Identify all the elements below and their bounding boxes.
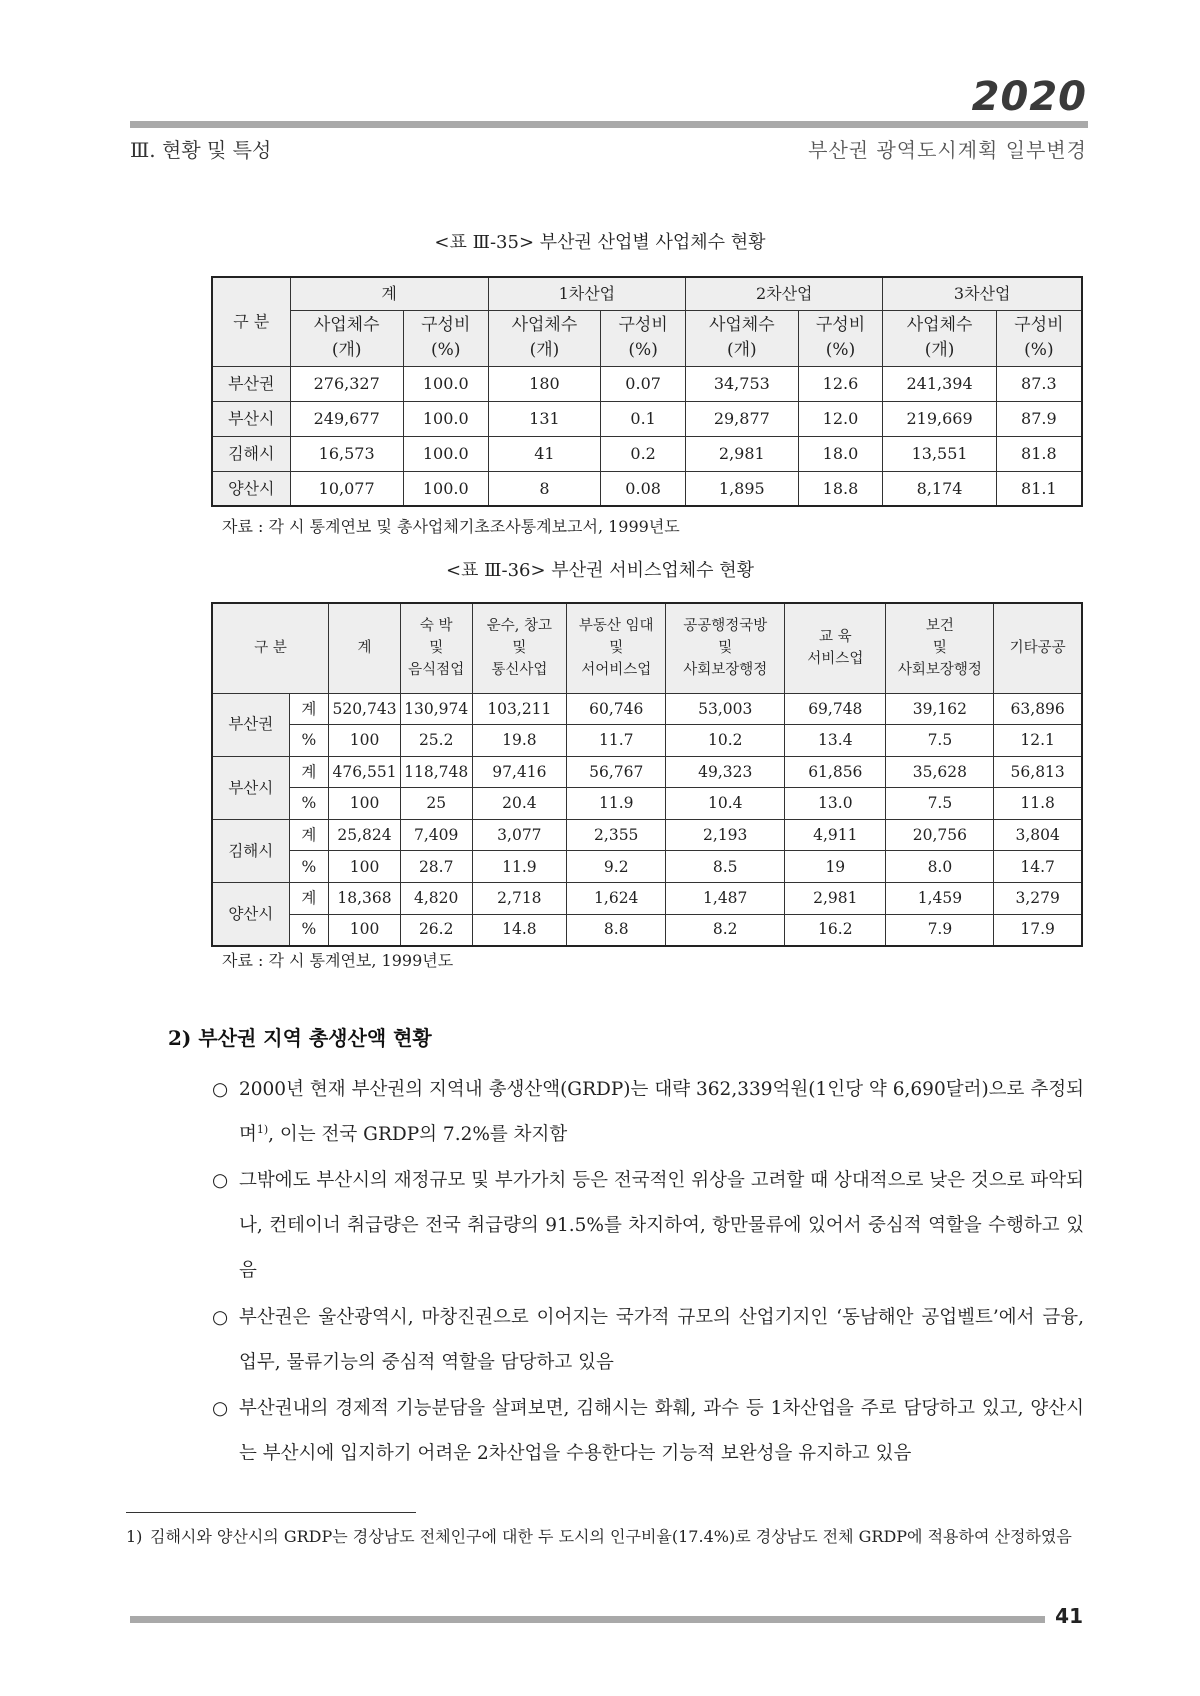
table-cell: 3,804 [994, 819, 1082, 851]
table2-column-header: 공공행정국방 및 사회보장행정 [666, 603, 785, 693]
table1-sub-header: 구성비 (%) [403, 310, 488, 366]
footnote-rule [126, 1512, 416, 1513]
table-row [212, 725, 1082, 757]
table-cell: 18.0 [798, 436, 883, 471]
table-cell: 10.4 [666, 788, 785, 820]
table-cell: 1,459 [886, 883, 994, 915]
table-cell: 9.2 [567, 851, 666, 883]
footer-rule [130, 1616, 1045, 1623]
table-cell: 100 [329, 914, 401, 946]
table-cell: 276,327 [290, 366, 403, 401]
table2-group-label: 부산시 [212, 756, 289, 819]
table-cell: 12.6 [798, 366, 883, 401]
table2-column-header: 부동산 임대 및 서어비스업 [567, 603, 666, 693]
industry-establishments-table [211, 276, 1083, 507]
table2-column-header: 계 [329, 603, 401, 693]
table-cell: 180 [488, 366, 601, 401]
table1-row-label: 김해시 [212, 436, 290, 471]
table-cell: 7.9 [886, 914, 994, 946]
table1-group-header: 3차산업 [883, 277, 1082, 310]
table-row [212, 851, 1082, 883]
table-cell: 7.5 [886, 788, 994, 820]
table-cell: 25,824 [329, 819, 401, 851]
table1-sub-header: 사업체수 (개) [488, 310, 601, 366]
table-row [212, 819, 1082, 851]
table-cell: 1,487 [666, 883, 785, 915]
table-row [212, 914, 1082, 946]
table-cell: 26.2 [400, 914, 472, 946]
table-cell: 100.0 [403, 471, 488, 506]
table-row [212, 756, 1082, 788]
table-row [212, 471, 1082, 506]
table-cell: 20.4 [472, 788, 567, 820]
table-cell: 2,981 [785, 883, 886, 915]
document-title: 부산권 광역도시계획 일부변경 [808, 138, 1087, 162]
table-cell: 19.8 [472, 725, 567, 757]
table2-row-type: 계 [289, 693, 329, 725]
table-cell: 249,677 [290, 401, 403, 436]
bullet-mark: ○ [212, 1170, 229, 1191]
report-year: 2020 [971, 74, 1087, 120]
table-cell: 61,856 [785, 756, 886, 788]
table1-sub-header: 사업체수 (개) [883, 310, 996, 366]
bullet-item [212, 1386, 1084, 1476]
table-cell: 20,756 [886, 819, 994, 851]
table-cell: 1,624 [567, 883, 666, 915]
table-cell: 7.5 [886, 725, 994, 757]
table-cell: 56,813 [994, 756, 1082, 788]
table-cell: 19 [785, 851, 886, 883]
table2-row-header: 구 분 [212, 603, 329, 693]
table1-caption: <표 Ⅲ-35> 부산권 산업별 사업체수 현황 [434, 232, 766, 253]
table-cell: 8.0 [886, 851, 994, 883]
bullet-item [212, 1295, 1084, 1385]
table-cell: 97,416 [472, 756, 567, 788]
header-rule [130, 121, 1088, 128]
service-establishments-table [211, 602, 1083, 947]
table1-row-label: 양산시 [212, 471, 290, 506]
table-cell: 25.2 [400, 725, 472, 757]
table1-group-header: 계 [290, 277, 488, 310]
table-row [212, 788, 1082, 820]
table1-sub-header: 구성비 (%) [601, 310, 686, 366]
table-cell: 3,077 [472, 819, 567, 851]
table2-source: 자료 : 각 시 통계연보, 1999년도 [222, 951, 454, 970]
table2-caption: <표 Ⅲ-36> 부산권 서비스업체수 현황 [445, 560, 755, 581]
table-cell: 8.5 [666, 851, 785, 883]
table-cell: 8,174 [883, 471, 996, 506]
table1-row-label: 부산시 [212, 401, 290, 436]
table-cell: 100.0 [403, 401, 488, 436]
bullet-item [212, 1158, 1084, 1293]
table-cell: 11.7 [567, 725, 666, 757]
table1-sub-header: 구성비 (%) [798, 310, 883, 366]
table-cell: 219,669 [883, 401, 996, 436]
table2-column-header: 기타공공 [994, 603, 1082, 693]
bullet-mark: ○ [212, 1398, 229, 1419]
table-cell: 18,368 [329, 883, 401, 915]
section-heading: 2) 부산권 지역 총생산액 현황 [168, 1026, 432, 1050]
table-cell: 53,003 [666, 693, 785, 725]
table-cell: 0.08 [601, 471, 686, 506]
table1-sub-header: 사업체수 (개) [686, 310, 799, 366]
table-cell: 14.7 [994, 851, 1082, 883]
bullet-mark: ○ [212, 1307, 229, 1328]
table2-row-type: 계 [289, 756, 329, 788]
table-cell: 41 [488, 436, 601, 471]
table2-row-type: 계 [289, 819, 329, 851]
table-cell: 12.0 [798, 401, 883, 436]
table-cell: 4,820 [400, 883, 472, 915]
table-cell: 87.9 [996, 401, 1082, 436]
table-cell: 12.1 [994, 725, 1082, 757]
table-cell: 100.0 [403, 436, 488, 471]
table-cell: 10.2 [666, 725, 785, 757]
table-cell: 2,355 [567, 819, 666, 851]
table-cell: 241,394 [883, 366, 996, 401]
table-cell: 56,767 [567, 756, 666, 788]
footnote-number: 1) [126, 1527, 143, 1546]
table2-group-label: 양산시 [212, 883, 289, 946]
table-cell: 2,718 [472, 883, 567, 915]
table-cell: 81.1 [996, 471, 1082, 506]
table-cell: 0.07 [601, 366, 686, 401]
table-cell: 100.0 [403, 366, 488, 401]
table-cell: 11.9 [472, 851, 567, 883]
table1-row-label: 부산권 [212, 366, 290, 401]
table2-column-header: 운수, 창고 및 통신사업 [472, 603, 567, 693]
table-cell: 39,162 [886, 693, 994, 725]
bullet-text: 그밖에도 부산시의 재정규모 및 부가가치 등은 전국적인 위상을 고려할 때 상대적으로 낮은 것으로 파악되나, 컨테이너 취급량은 전국 취급량의 91.5%를 차지하여, 항만물류에 있어서 중심적 역할을 수행하고 있음 [239, 1170, 1084, 1281]
table-row [212, 883, 1082, 915]
table-cell: 49,323 [666, 756, 785, 788]
chapter-title: Ⅲ. 현황 및 특성 [130, 138, 272, 162]
table-cell: 28.7 [400, 851, 472, 883]
bullet-text: 부산권내의 경제적 기능분담을 살펴보면, 김해시는 화훼, 과수 등 1차산업을 주로 담당하고 있고, 양산시는 부산시에 입지하기 어려운 2차산업을 수용한다는 기능적 보완성을 유지하고 있음 [239, 1398, 1084, 1464]
bullet-text: 부산권은 울산광역시, 마창진권으로 이어지는 국가적 규모의 산업기지인 ‘동남해안 공업벨트’에서 금융, 업무, 물류기능의 중심적 역할을 담당하고 있음 [239, 1307, 1084, 1373]
table-cell: 63,896 [994, 693, 1082, 725]
table2-group-label: 김해시 [212, 819, 289, 882]
bullet-mark: ○ [212, 1079, 229, 1100]
table-cell: 10,077 [290, 471, 403, 506]
footnote-ref: 1) [256, 1122, 269, 1136]
table-row [212, 401, 1082, 436]
table2-column-header: 보건 및 사회보장행정 [886, 603, 994, 693]
table-cell: 100 [329, 725, 401, 757]
table-cell: 16,573 [290, 436, 403, 471]
table2-row-type: % [289, 914, 329, 946]
table2-row-type: % [289, 851, 329, 883]
table-cell: 29,877 [686, 401, 799, 436]
table2-row-type: % [289, 788, 329, 820]
page-number: 41 [1055, 1604, 1083, 1628]
table-cell: 0.1 [601, 401, 686, 436]
table-cell: 8 [488, 471, 601, 506]
footnote-text: 김해시와 양산시의 GRDP는 경상남도 전체인구에 대한 두 도시의 인구비율(17.4%)로 경상남도 전체 GRDP에 적용하여 산정하였음 [150, 1527, 1072, 1546]
table1-sub-header: 구성비 (%) [996, 310, 1082, 366]
bullet-text: 2000년 현재 부산권의 지역내 총생산액(GRDP)는 대략 362,339억원(1인당 약 6,690달러)으로 추정되며$^{1)}$, 이는 전국 GRDP의 7.2%를 차지함 [239, 1079, 1084, 1145]
table-cell: 81.8 [996, 436, 1082, 471]
table-cell: 476,551 [329, 756, 401, 788]
table-cell: 7,409 [400, 819, 472, 851]
table-cell: 11.8 [994, 788, 1082, 820]
bullet-item [212, 1067, 1084, 1157]
table-cell: 14.8 [472, 914, 567, 946]
table-cell: 1,895 [686, 471, 799, 506]
table-cell: 2,193 [666, 819, 785, 851]
table-cell: 520,743 [329, 693, 401, 725]
table2-row-type: % [289, 725, 329, 757]
table-cell: 0.2 [601, 436, 686, 471]
table-cell: 18.8 [798, 471, 883, 506]
table1-source: 자료 : 각 시 통계연보 및 총사업체기초조사통계보고서, 1999년도 [222, 517, 680, 536]
table2-group-label: 부산권 [212, 693, 289, 756]
table-cell: 118,748 [400, 756, 472, 788]
table-cell: 8.8 [567, 914, 666, 946]
table-cell: 100 [329, 851, 401, 883]
table-cell: 103,211 [472, 693, 567, 725]
table-cell: 13.0 [785, 788, 886, 820]
table-row [212, 366, 1082, 401]
table-cell: 16.2 [785, 914, 886, 946]
table-row [212, 436, 1082, 471]
table-cell: 131 [488, 401, 601, 436]
table-cell: 13.4 [785, 725, 886, 757]
table-cell: 100 [329, 788, 401, 820]
table1-row-header: 구 분 [212, 277, 290, 366]
table-cell: 34,753 [686, 366, 799, 401]
table2-column-header: 숙 박 및 음식점업 [400, 603, 472, 693]
table-cell: 2,981 [686, 436, 799, 471]
table2-column-header: 교 육 서비스업 [785, 603, 886, 693]
table-cell: 25 [400, 788, 472, 820]
table-cell: 60,746 [567, 693, 666, 725]
table1-group-header: 2차산업 [686, 277, 883, 310]
table-cell: 4,911 [785, 819, 886, 851]
table-cell: 69,748 [785, 693, 886, 725]
table-row [212, 693, 1082, 725]
table-cell: 17.9 [994, 914, 1082, 946]
footnote [126, 1522, 1086, 1551]
table-cell: 8.2 [666, 914, 785, 946]
table2-row-type: 계 [289, 883, 329, 915]
table-cell: 87.3 [996, 366, 1082, 401]
table-cell: 3,279 [994, 883, 1082, 915]
table-cell: 11.9 [567, 788, 666, 820]
table-cell: 35,628 [886, 756, 994, 788]
table-cell: 13,551 [883, 436, 996, 471]
table1-group-header: 1차산업 [488, 277, 685, 310]
table-cell: 130,974 [400, 693, 472, 725]
table1-sub-header: 사업체수 (개) [290, 310, 403, 366]
